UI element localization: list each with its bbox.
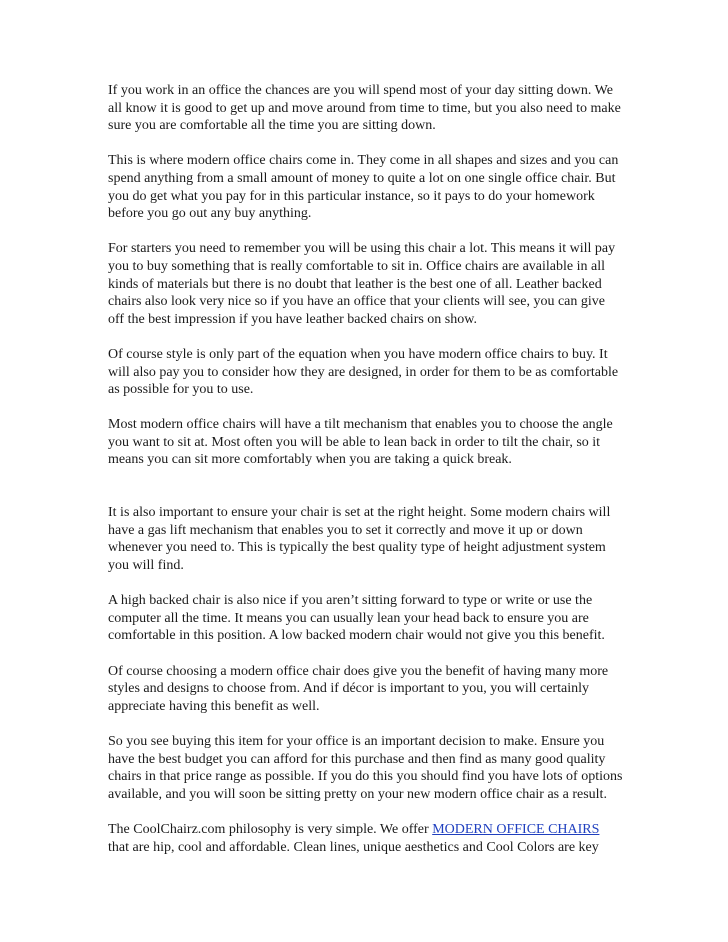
paragraph-9: So you see buying this item for your office is an important decision to make. Ensure you have the best budget you can afford for this purchase and then find as many good quality chairs in that price range as possible. If you do this you should find you have lots of options available, and you will soon be sitting pretty on your new modern office chair as a result. (108, 733, 623, 802)
document-page (108, 82, 623, 874)
paragraph-6: It is also important to ensure your chair is set at the right height. Some modern chairs will have a gas lift mechanism that enables you to set it correctly and move it up or down whenever you need to. This is typically the best quality type of height adjustment system you will find. (108, 505, 611, 574)
paragraph-5: Most modern office chairs will have a tilt mechanism that enables you to choose the angle you want to sit at. Most often you will be able to lean back in order to tilt the chair, so it means you can sit more comfortably when you are taking a quick break. (108, 417, 613, 468)
modern-office-chairs-link[interactable]: MODERN OFFICE CHAIRS (432, 821, 600, 837)
paragraph-1: If you work in an office the chances are you will spend most of your day sitting down. We all know it is good to get up and move around from time to time, but you also need to make sure you are comfortable all the time you are sitting down. (108, 83, 621, 134)
paragraph-7: A high backed chair is also nice if you aren’t sitting forward to type or write or use the computer all the time. It means you can usually lean your head back to ensure you are comfortable in this position. A low backed modern chair would not give you this benefit. (108, 593, 605, 644)
paragraph-8: Of course choosing a modern office chair does give you the benefit of having many more styles and designs to choose from. And if décor is important to you, you will certainly appreciate having this benefit as well. (108, 663, 609, 714)
paragraph-final (108, 821, 623, 856)
paragraph-2: This is where modern office chairs come in. They come in all shapes and sizes and you can spend anything from a small amount of money to quite a lot on one single office chair. But you do get what you pay for in this particular instance, so it pays to do your homework before you go out any buy anything. (108, 153, 619, 222)
paragraph-3: For starters you need to remember you will be using this chair a lot. This means it will pay you to buy something that is really comfortable to sit in. Office chairs are available in all kinds of materials but there is no doubt that leather is the best one of all. Leather backed chairs also look very nice so if you have an office that your clients will see, you can give off the best impression if you have leather backed chairs on show. (108, 241, 616, 327)
final-text-before-link: The CoolChairz.com philosophy is very simple. We offer (108, 821, 433, 837)
paragraph-4: Of course style is only part of the equation when you have modern office chairs to buy. It will also pay you to consider how they are designed, in order for them to be as comfortable as possible for you to use. (108, 346, 619, 398)
final-text-after-link: that are hip, cool and affordable. Clean lines, unique aesthetics and Cool Colors are key (108, 839, 599, 855)
